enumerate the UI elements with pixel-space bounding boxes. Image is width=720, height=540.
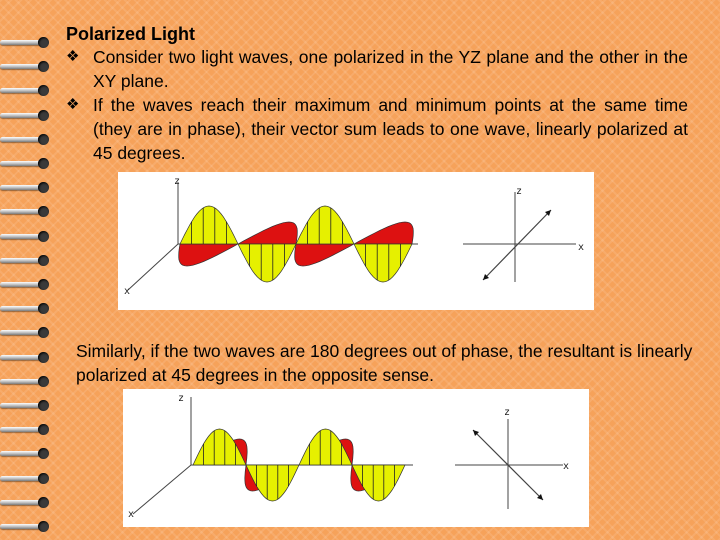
diamond-bullet-icon: ❖ [66, 48, 80, 65]
inset-z-label: z [516, 186, 523, 197]
binding-ring [0, 181, 50, 195]
out-of-phase-waves [193, 429, 405, 501]
xy-plane-wave-lobe [238, 222, 297, 244]
out-of-phase-figure [123, 389, 589, 527]
binding-ring [0, 60, 50, 74]
binding-ring [0, 157, 50, 171]
inset-x-label: x [563, 461, 570, 472]
binding-ring [0, 230, 50, 244]
x-axis-label: x [128, 509, 135, 520]
binding-ring [0, 375, 50, 389]
binding-ring [0, 423, 50, 437]
yz-plane-wave-lobe [238, 244, 296, 282]
binding-ring [0, 36, 50, 50]
yz-plane-wave-lobe [354, 244, 412, 282]
binding-ring [0, 84, 50, 98]
diamond-bullet-icon: ❖ [66, 96, 80, 113]
binding-ring [0, 133, 50, 147]
binding-ring [0, 109, 50, 123]
bullet-2 [66, 93, 688, 165]
binding-ring [0, 278, 50, 292]
bullet-1 [66, 45, 688, 93]
bullet-1-text: Consider two light waves, one polarized in the YZ plane and the other in the XY plane. [93, 47, 688, 91]
spiral-binding [0, 0, 56, 540]
yz-plane-wave-lobe [180, 206, 238, 244]
binding-ring [0, 351, 50, 365]
binding-ring [0, 447, 50, 461]
binding-ring [0, 205, 50, 219]
z-axis-label: z [174, 176, 181, 187]
binding-ring [0, 326, 50, 340]
z-axis-label: z [178, 393, 185, 404]
yz-plane-wave-lobe [296, 206, 354, 244]
bullet-2-text: If the waves reach their maximum and minimum points at the same time (they are in phase), their vector sum leads to one wave, linearly polarized at 45 degrees. [93, 95, 688, 163]
in-phase-figure [118, 172, 594, 310]
binding-ring [0, 302, 50, 316]
binding-ring [0, 520, 50, 534]
binding-ring [0, 399, 50, 413]
slide-title: Polarized Light [66, 24, 196, 44]
binding-ring [0, 254, 50, 268]
xy-plane-wave-lobe [354, 222, 413, 244]
xy-plane-wave-lobe [295, 244, 354, 266]
xy-plane-wave-lobe [179, 244, 238, 266]
binding-ring [0, 496, 50, 510]
inset-x-label: x [578, 242, 585, 253]
out-of-phase-paragraph: Similarly, if the two waves are 180 degrees out of phase, the resultant is linearly polarized at 45 degrees in the opposite sense. [76, 341, 693, 385]
in-phase-waves [179, 206, 414, 282]
binding-ring [0, 472, 50, 486]
inset-z-label: z [504, 407, 511, 418]
x-axis-label: x [124, 286, 131, 297]
